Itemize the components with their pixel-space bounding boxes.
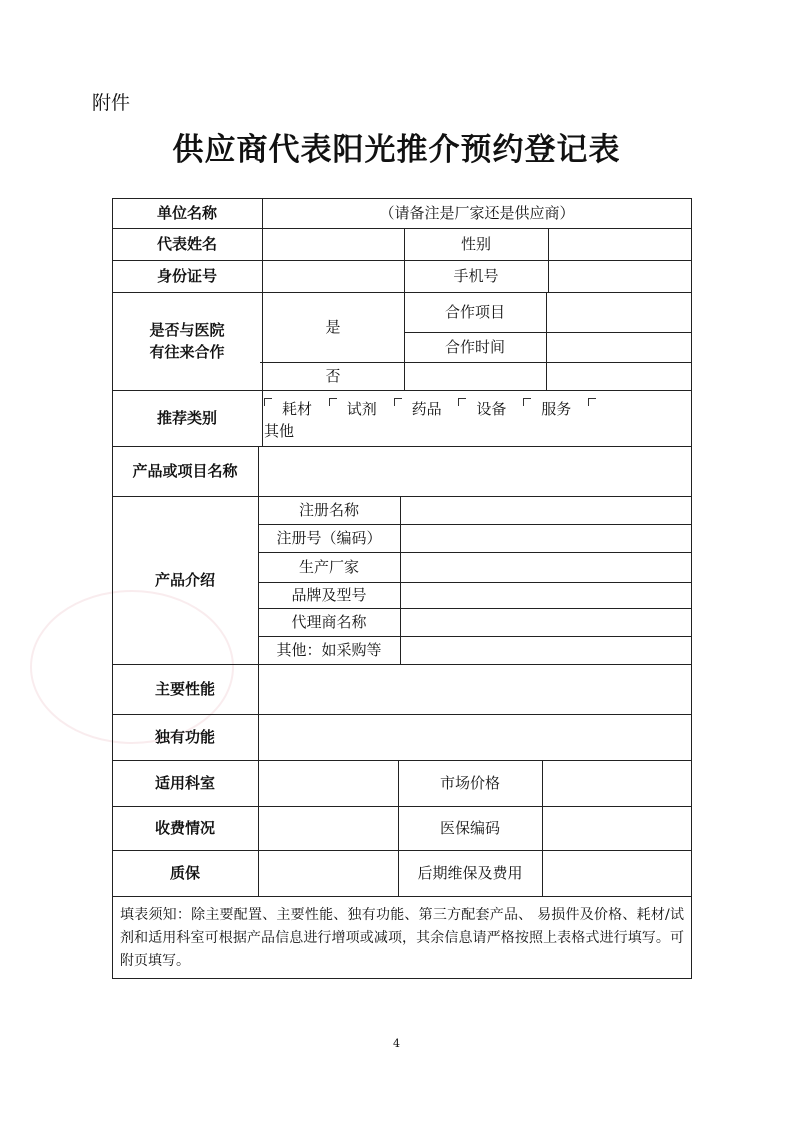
phone-field[interactable] xyxy=(548,260,692,292)
intro-registration-number-label: 注册号（编码） xyxy=(276,528,382,547)
cooperation-no-field[interactable] xyxy=(404,362,692,390)
unit-name-label: 单位名称 xyxy=(156,203,217,222)
intro-other-field[interactable] xyxy=(400,636,692,664)
market-price-field[interactable] xyxy=(542,760,692,806)
warranty-label: 质保 xyxy=(169,863,200,882)
cooperation-label-line1: 是否与医院 xyxy=(149,320,225,339)
cooperation-label-line2: 有往来合作 xyxy=(149,343,225,361)
main-performance-field[interactable] xyxy=(258,664,692,714)
intro-manufacturer-field[interactable] xyxy=(400,552,692,582)
category-option-reagents[interactable]: 试剂 xyxy=(329,400,377,418)
intro-registration-number-field[interactable] xyxy=(400,524,692,552)
cooperation-label xyxy=(112,292,262,390)
id-number-field[interactable] xyxy=(262,260,404,292)
maintenance-label: 后期维保及费用 xyxy=(417,863,523,882)
fee-label: 收费情况 xyxy=(154,818,215,837)
id-number-label: 身份证号 xyxy=(156,266,217,285)
registration-form xyxy=(112,198,692,978)
warranty-field[interactable] xyxy=(258,850,398,896)
product-name-label: 产品或项目名称 xyxy=(132,461,238,480)
rep-name-label: 代表姓名 xyxy=(156,234,217,253)
page-title: 供应商代表阳光推介预约登记表 xyxy=(172,132,621,168)
unique-function-field[interactable] xyxy=(258,714,692,760)
main-performance-label: 主要性能 xyxy=(154,679,215,698)
maintenance-field[interactable] xyxy=(542,850,692,896)
category-option-services[interactable]: 服务 xyxy=(523,400,571,418)
intro-agent-name-field[interactable] xyxy=(400,608,692,636)
checkbox-icon[interactable] xyxy=(264,398,272,406)
intro-manufacturer-label: 生产厂家 xyxy=(298,557,359,576)
checkbox-icon[interactable] xyxy=(394,398,402,406)
page-number: 4 xyxy=(393,1037,400,1050)
checkbox-icon[interactable] xyxy=(523,398,531,406)
category-option-consumables[interactable]: 耗材 xyxy=(264,400,312,418)
department-field[interactable] xyxy=(258,760,398,806)
checkbox-icon[interactable] xyxy=(458,398,466,406)
category-label: 推荐类别 xyxy=(156,408,217,427)
phone-label: 手机号 xyxy=(453,266,499,285)
category-option-equipment[interactable]: 设备 xyxy=(458,400,506,418)
rep-name-field[interactable] xyxy=(262,228,404,260)
cooperation-no-label: 否 xyxy=(325,366,341,385)
insurance-code-field[interactable] xyxy=(542,806,692,850)
market-price-label: 市场价格 xyxy=(439,773,500,792)
intro-registered-name-label: 注册名称 xyxy=(298,500,359,519)
coop-time-label: 合作时间 xyxy=(444,337,505,356)
unique-function-label: 独有功能 xyxy=(154,727,215,746)
unit-name-field[interactable]: （请备注是厂家还是供应商） xyxy=(379,203,575,222)
intro-agent-name-label: 代理商名称 xyxy=(291,612,367,631)
checkbox-icon[interactable] xyxy=(588,398,596,406)
cooperation-yes-label: 是 xyxy=(325,317,341,336)
intro-brand-model-label: 品牌及型号 xyxy=(291,585,367,604)
checkbox-icon[interactable] xyxy=(329,398,337,406)
category-options xyxy=(264,398,684,442)
fee-field[interactable] xyxy=(258,806,398,850)
department-label: 适用科室 xyxy=(154,773,215,792)
intro-brand-model-field[interactable] xyxy=(400,582,692,608)
intro-other-label: 其他：如采购等 xyxy=(276,640,382,659)
category-option-drugs[interactable]: 药品 xyxy=(394,400,442,418)
filling-instructions: 填表须知：除主要配置、主要性能、独有功能、第三方配套产品、 易损件及价格、耗材/试剂和适用科室可根据产品信息进行增项或减项，其余信息请严格按照上表格式进行填写。可附页填写。 xyxy=(120,907,684,969)
coop-time-field[interactable] xyxy=(546,332,692,362)
attachment-label: 附件 xyxy=(92,92,131,114)
intro-registered-name-field[interactable] xyxy=(400,496,692,524)
insurance-code-label: 医保编码 xyxy=(439,818,500,837)
gender-label: 性别 xyxy=(460,234,491,253)
coop-project-field[interactable] xyxy=(546,292,692,332)
coop-project-label: 合作项目 xyxy=(444,302,505,321)
product-name-field[interactable] xyxy=(258,446,692,496)
product-intro-label: 产品介绍 xyxy=(154,570,215,589)
category-option-other[interactable]: 其他 xyxy=(264,422,295,440)
gender-field[interactable] xyxy=(548,228,692,260)
